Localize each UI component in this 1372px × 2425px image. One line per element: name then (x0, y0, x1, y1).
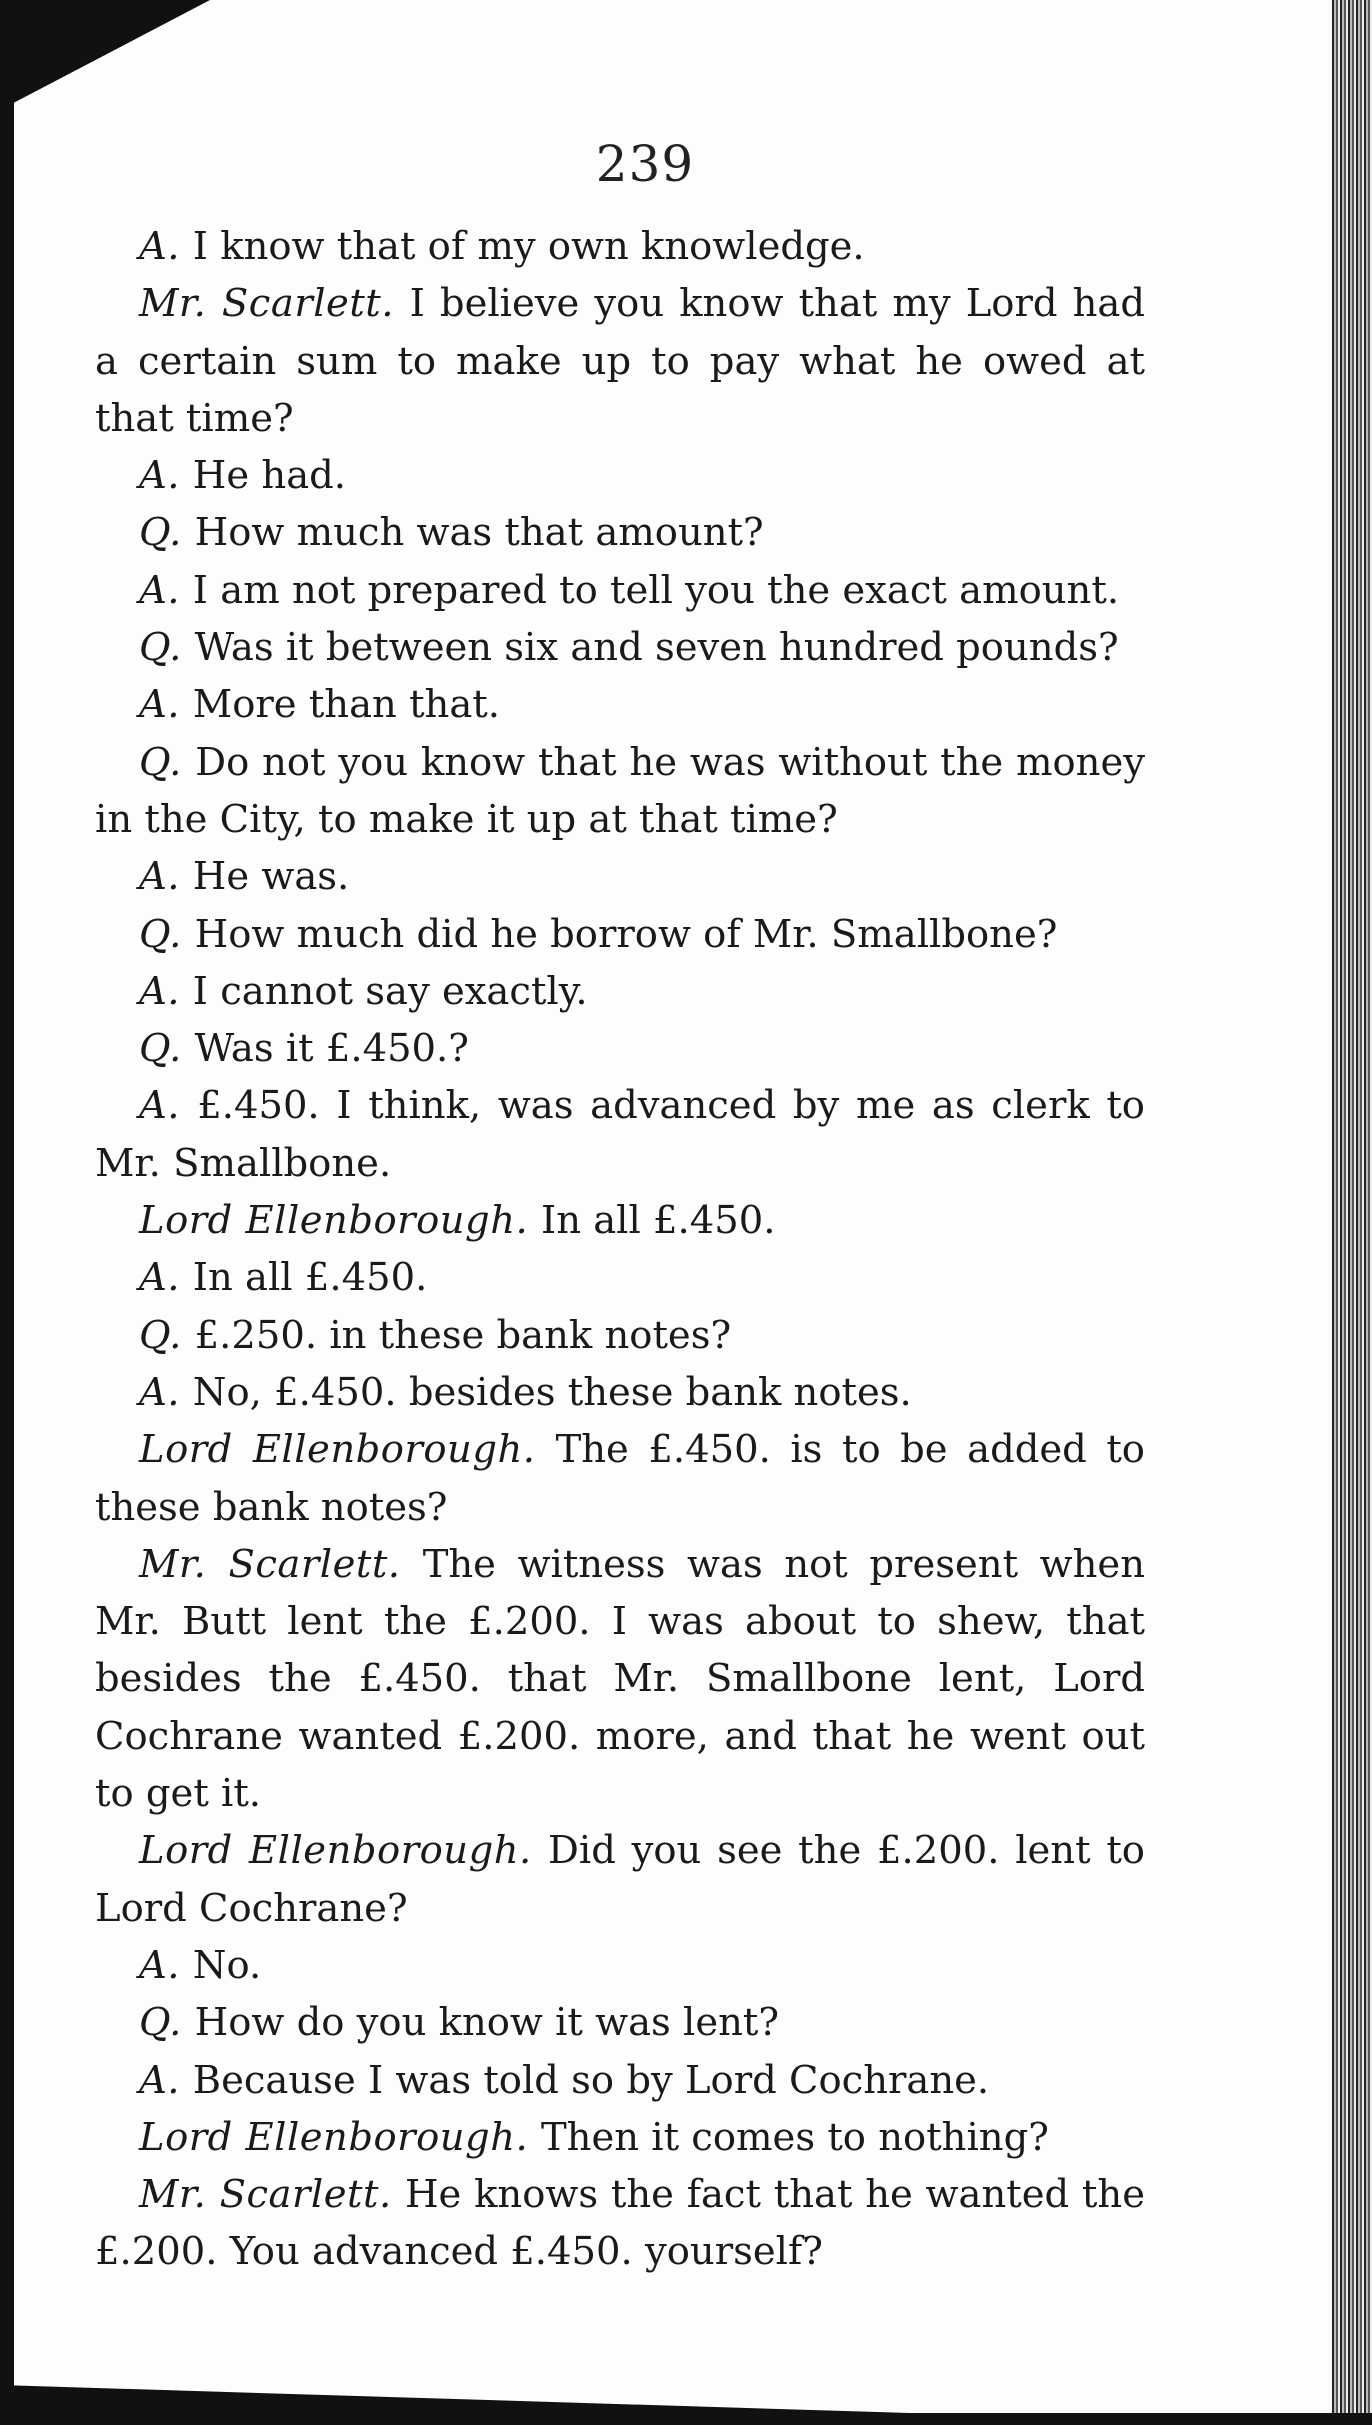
speaker-label: Mr. Scarlett. (139, 281, 395, 327)
speaker-label: A. (139, 224, 181, 269)
speaker-label: A. (139, 682, 181, 728)
speaker-label: Q. (139, 739, 182, 785)
speech-text: The witness was not present when Mr. Butt lent the £.200. I was about to shew, that besides the £.450. that Mr. Smallbone lent, Lord Cochrane wanted £.200. more, and that he went out to get it. (95, 1541, 1145, 1817)
speaker-label: A. (139, 2057, 181, 2103)
speech-text: No, £.450. besides these bank notes. (192, 1369, 912, 1415)
speaker-label: Lord Ellenborough. (139, 2114, 529, 2160)
transcript-paragraph (95, 275, 1145, 447)
speech-text: I cannot say exactly. (192, 968, 588, 1014)
transcript-text (95, 218, 1145, 2281)
speaker-label: Lord Ellenborough. (139, 1427, 536, 1473)
speech-text: Because I was told so by Lord Cochrane. (192, 2057, 990, 2103)
speech-text: How do you know it was lent? (194, 2000, 780, 2046)
speaker-label: Q. (139, 1312, 182, 1358)
transcript-paragraph (95, 963, 1145, 1020)
speech-text: The £.450. is to be added to these bank notes? (95, 1427, 1145, 1530)
scan-corner-bottom-left (0, 2385, 1300, 2425)
speech-text: £.450. I think, was advanced by me as clerk to Mr. Smallbone. (95, 1083, 1145, 1186)
speaker-label: A. (139, 1942, 181, 1988)
speech-text: I believe you know that my Lord had a certain sum to make up to pay what he owed at that time? (95, 281, 1145, 441)
speech-text: He was. (192, 854, 350, 900)
speech-text: Was it between six and seven hundred pounds? (194, 625, 1119, 671)
speaker-label: A. (139, 1083, 181, 1129)
transcript-paragraph (95, 1994, 1145, 2051)
speaker-label: Mr. Scarlett. (139, 1541, 401, 1587)
transcript-paragraph (95, 1020, 1145, 1077)
speech-text: In all £.450. (540, 1198, 776, 1244)
speaker-label: Q. (139, 911, 182, 957)
transcript-paragraph (95, 734, 1145, 849)
transcript-paragraph (95, 218, 1145, 275)
transcript-paragraph (95, 1822, 1145, 1937)
book-spine-edge (1332, 0, 1372, 2425)
transcript-paragraph (95, 1937, 1145, 1994)
speech-text: In all £.450. (192, 1255, 428, 1301)
speech-text: More than that. (192, 682, 501, 728)
transcript-paragraph (95, 1536, 1145, 1822)
transcript-paragraph (95, 619, 1145, 676)
speech-text: How much was that amount? (194, 510, 764, 556)
transcript-paragraph (95, 1192, 1145, 1249)
speech-text: No. (192, 1942, 262, 1988)
speech-text: Then it comes to nothing? (540, 2114, 1049, 2160)
transcript-paragraph (95, 1307, 1145, 1364)
speech-text: Do not you know that he was without the money in the City, to make it up at that time? (95, 739, 1145, 842)
speaker-label: Q. (139, 1026, 182, 1072)
transcript-paragraph (95, 1077, 1145, 1192)
transcript-paragraph (95, 562, 1145, 619)
page-number: 239 (595, 135, 695, 193)
speaker-label: Lord Ellenborough. (139, 1828, 532, 1874)
transcript-paragraph (95, 848, 1145, 905)
speaker-label: Q. (139, 510, 182, 556)
speech-text: £.250. in these bank notes? (194, 1312, 732, 1358)
transcript-paragraph (95, 1249, 1145, 1306)
transcript-paragraph (95, 1364, 1145, 1421)
speech-text: Was it £.450.? (194, 1026, 469, 1072)
speaker-label: A. (139, 1369, 181, 1415)
scan-edge-left (0, 0, 14, 2425)
speech-text: Did you see the £.200. lent to Lord Cochrane? (95, 1828, 1145, 1931)
transcript-paragraph (95, 447, 1145, 504)
speaker-label: A. (139, 567, 181, 613)
speaker-label: A. (139, 854, 181, 900)
scan-corner-top-left (0, 0, 210, 110)
transcript-paragraph (95, 676, 1145, 733)
transcript-paragraph (95, 504, 1145, 561)
speaker-label: Q. (139, 2000, 182, 2046)
transcript-paragraph (95, 2052, 1145, 2109)
speech-text: How much did he borrow of Mr. Smallbone? (194, 911, 1058, 957)
speaker-label: A. (139, 968, 181, 1014)
speaker-label: Mr. Scarlett. (139, 2172, 392, 2218)
transcript-paragraph (95, 2166, 1145, 2281)
transcript-paragraph (95, 2109, 1145, 2166)
speech-text: I know that of my own knowledge. (192, 224, 865, 269)
speaker-label: Lord Ellenborough. (139, 1198, 529, 1244)
speaker-label: A. (139, 453, 181, 499)
speech-text: He knows the fact that he wanted the £.200. You advanced £.450. yourself? (95, 2172, 1145, 2275)
speaker-label: A. (139, 1255, 181, 1301)
transcript-paragraph (95, 906, 1145, 963)
speaker-label: Q. (139, 625, 182, 671)
speech-text: I am not prepared to tell you the exact amount. (192, 567, 1120, 613)
speech-text: He had. (192, 453, 347, 499)
transcript-paragraph (95, 1421, 1145, 1536)
